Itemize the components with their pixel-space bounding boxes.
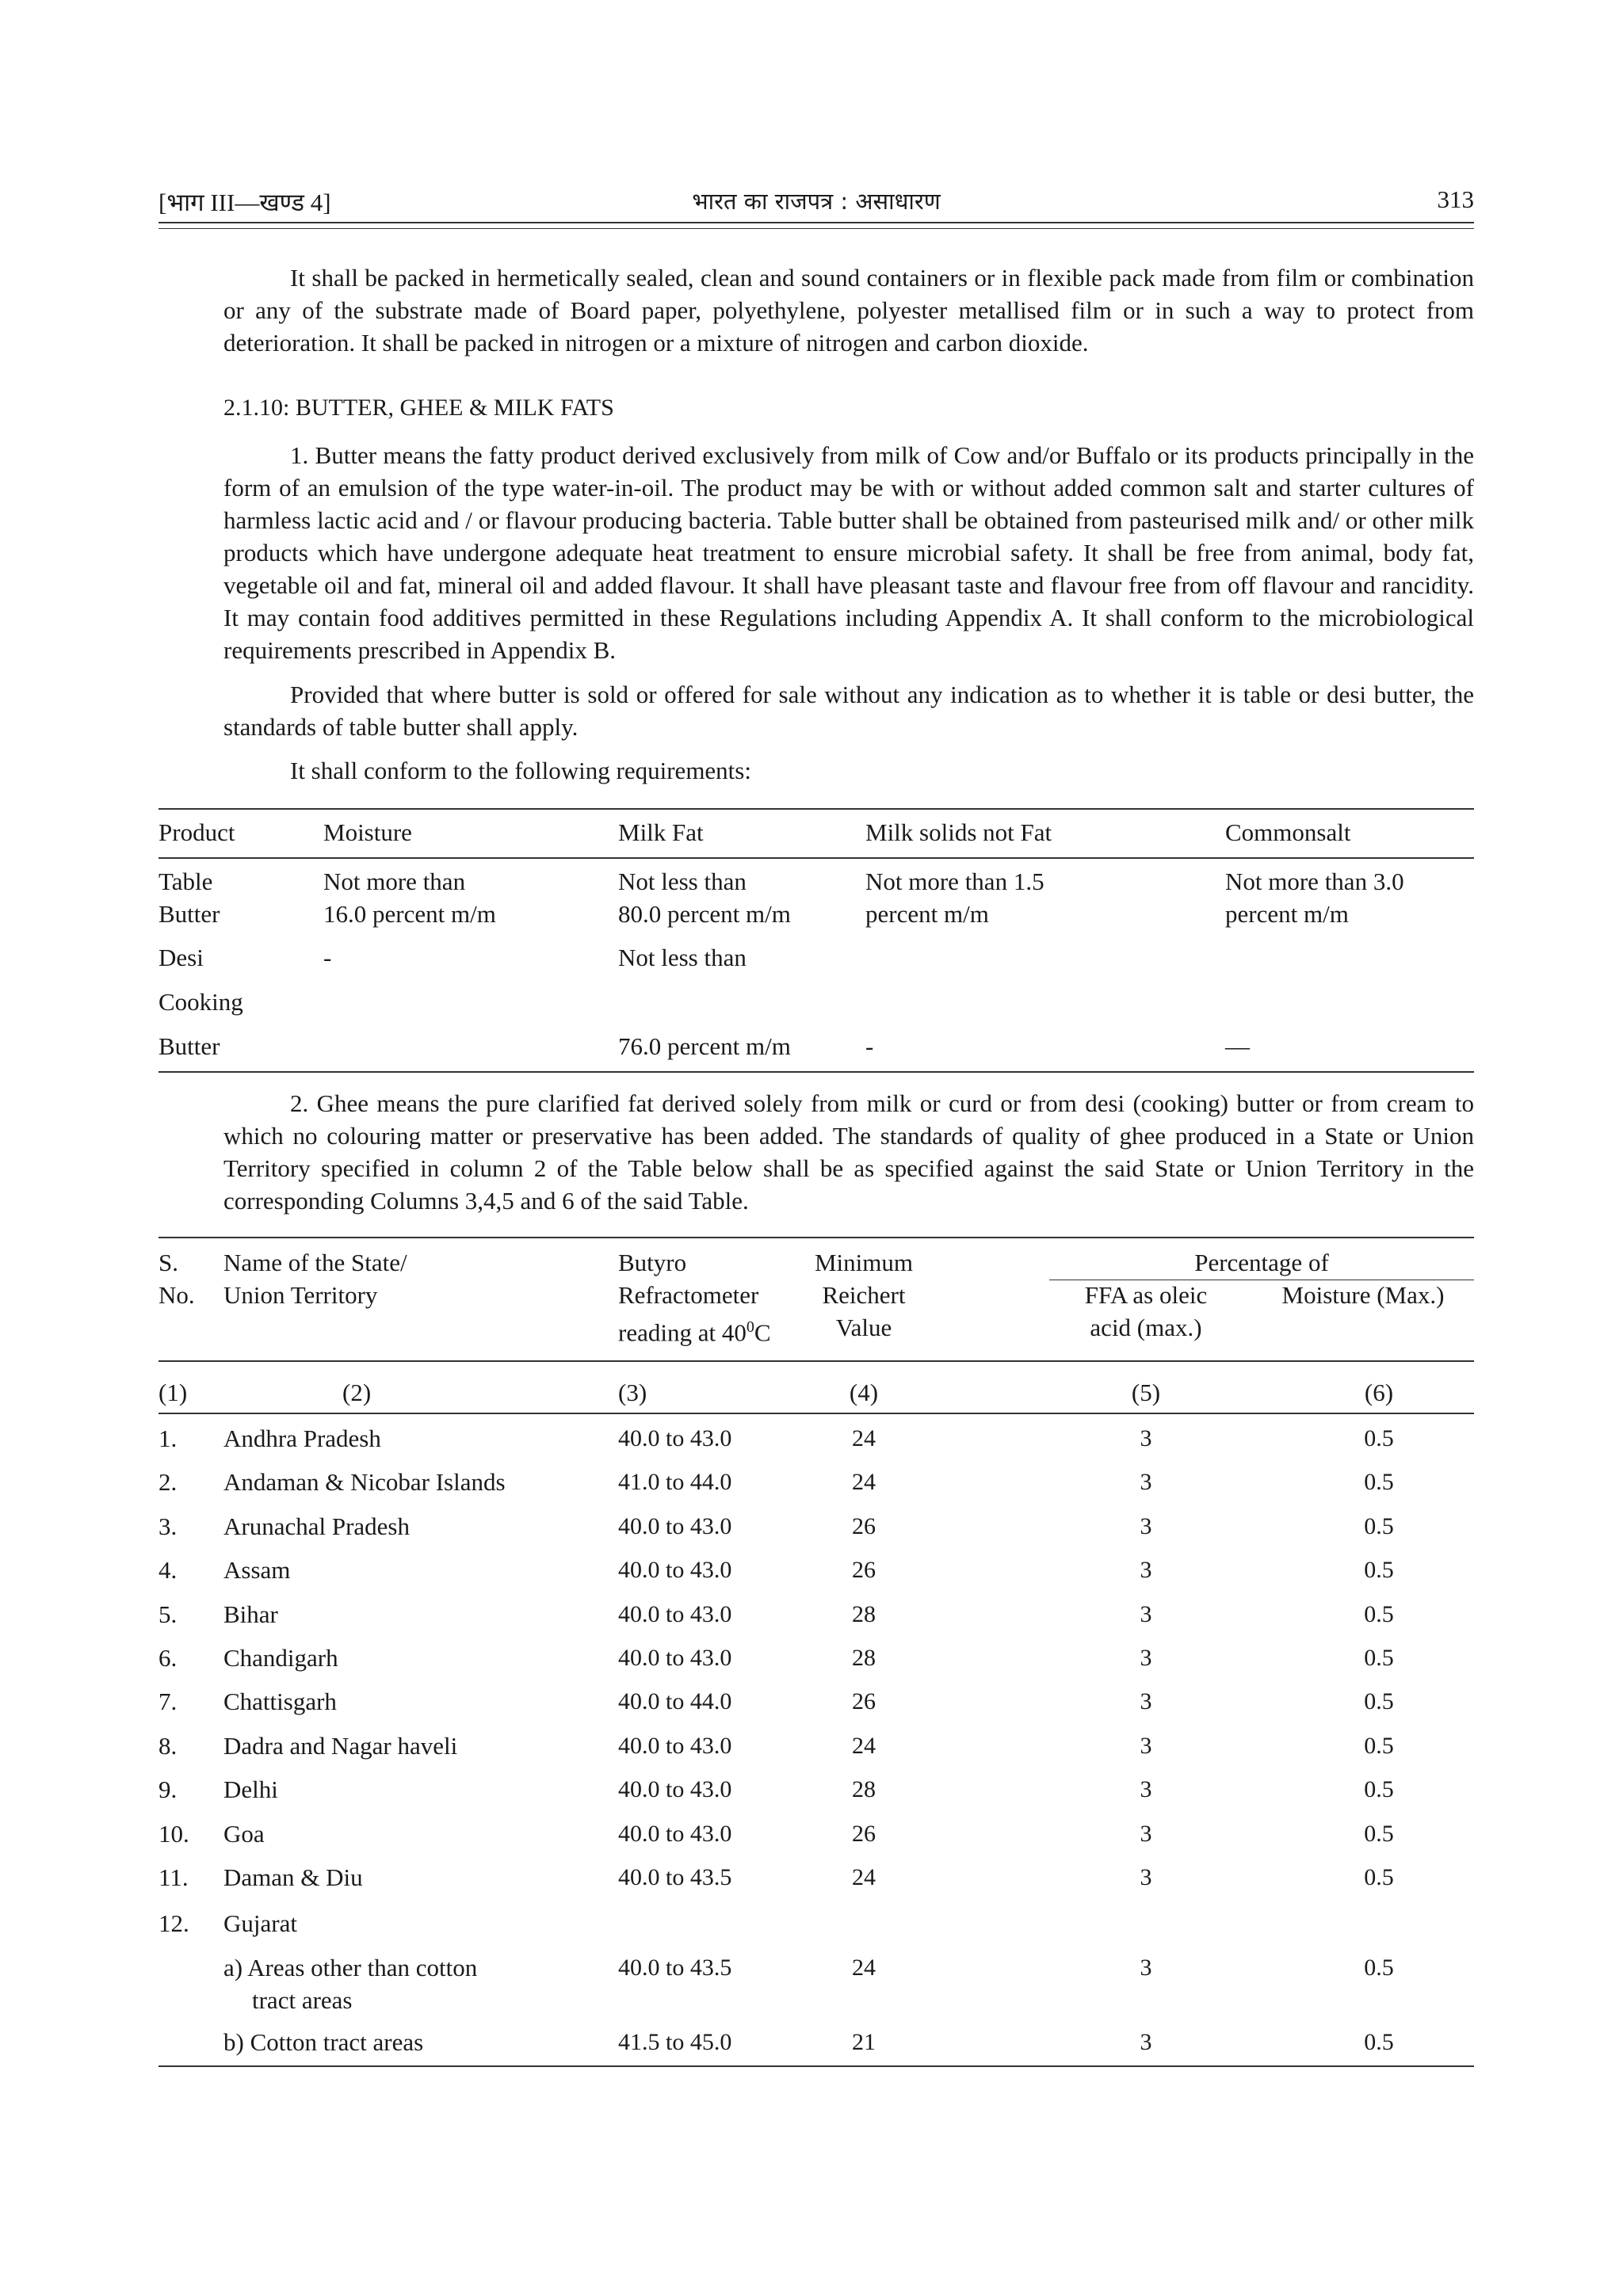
row-rv: 24: [852, 1425, 876, 1451]
table-rule: [158, 2065, 1474, 2067]
row-ffa: 3: [1140, 1688, 1152, 1714]
table-rule: [158, 1360, 1474, 1362]
page-number: 313: [1437, 185, 1474, 213]
column-header: Product: [158, 818, 235, 846]
row-br: 40.0 to 43.0: [618, 1425, 732, 1451]
row-moist: 0.5: [1364, 1425, 1394, 1451]
table-cell: Cooking: [158, 988, 243, 1016]
packing-paragraph: It shall be packed in hermetically sealed, clean and sound containers or in flexible pack made from film or combination or any of the substrate made of Board paper, polyethylene, polyester metallised film or in such a way to protect from deterioration. It shall be packed in nitrogen or a mixture of nitrogen and carbon dioxide.: [223, 264, 1474, 357]
row-br: 40.0 to 43.0: [618, 1601, 732, 1627]
row-rv: 26: [852, 1557, 876, 1583]
row-rv: 28: [852, 1776, 876, 1802]
row-moist: 0.5: [1364, 1776, 1394, 1802]
table-cell: -: [323, 944, 332, 971]
column-number: (1): [158, 1379, 188, 1406]
column-group-header: Percentage of: [1194, 1249, 1329, 1276]
table-cell: 16.0 percent m/m: [323, 900, 496, 928]
table-cell: percent m/m: [1225, 900, 1349, 928]
table-cell: percent m/m: [865, 900, 989, 928]
table-cell: Not less than: [618, 868, 747, 895]
row-rv: 24: [852, 1469, 876, 1495]
table-cell: Not more than 3.0: [1225, 868, 1404, 895]
table-cell: 80.0 percent m/m: [618, 900, 791, 928]
row-br: 40.0 to 43.5: [618, 1864, 732, 1890]
row-sno: 4.: [158, 1556, 178, 1584]
row-state: Andaman & Nicobar Islands: [223, 1468, 506, 1496]
row-state: Assam: [223, 1556, 291, 1584]
row-moist: 0.5: [1364, 1688, 1394, 1714]
row-ffa: 3: [1140, 1776, 1152, 1802]
page-header: [158, 185, 1474, 225]
table-cell: Not less than: [618, 944, 747, 971]
table-cell: -: [865, 1032, 874, 1060]
row-br: 40.0 to 43.0: [618, 1513, 732, 1539]
row-sno: 11.: [158, 1863, 189, 1891]
table-rule: [158, 808, 1474, 810]
row-moist: 0.5: [1364, 1645, 1394, 1671]
table-rule: [158, 1237, 1474, 1238]
row-state: Dadra and Nagar haveli: [223, 1732, 458, 1760]
row-state: Chattisgarh: [223, 1688, 337, 1715]
table-cell: Butter: [158, 1032, 220, 1060]
row-ffa: 3: [1140, 1821, 1152, 1847]
row-br: 41.5 to 45.0: [618, 2029, 732, 2055]
header-rule-top: [158, 222, 1474, 223]
row-state: Goa: [223, 1820, 265, 1848]
conform-line: It shall conform to the following requirements:: [290, 757, 751, 784]
row-br: 40.0 to 43.0: [618, 1733, 732, 1759]
column-header: Moisture: [323, 818, 412, 846]
column-header: Minimum: [814, 1249, 913, 1276]
row-moist: 0.5: [1364, 1821, 1394, 1847]
table-cell: Not more than: [323, 868, 466, 895]
table-rule: [158, 1413, 1474, 1414]
header-gazette-title: भारत का राजपत्र : असाधारण: [692, 188, 941, 215]
table-rule: [158, 857, 1474, 859]
row-moist: 0.5: [1364, 1601, 1394, 1627]
column-header: Butyro: [618, 1249, 687, 1276]
row-moist: 0.5: [1364, 1513, 1394, 1539]
row-rv: 21: [852, 2029, 876, 2055]
row-br: 40.0 to 43.0: [618, 1776, 732, 1802]
row-state: tract areas: [252, 1986, 353, 2014]
column-header: S.: [158, 1249, 178, 1276]
row-ffa: 3: [1140, 1601, 1152, 1627]
row-ffa: 3: [1140, 1645, 1152, 1671]
column-header: Milk Fat: [618, 818, 704, 846]
row-moist: 0.5: [1364, 1864, 1394, 1890]
row-rv: 26: [852, 1821, 876, 1847]
column-number: (5): [1131, 1379, 1161, 1406]
row-state: Daman & Diu: [223, 1863, 363, 1891]
row-sno: 3.: [158, 1512, 178, 1540]
row-br: 40.0 to 43.0: [618, 1821, 732, 1847]
row-state: Gujarat: [223, 1909, 297, 1937]
column-number: (6): [1364, 1379, 1394, 1406]
row-br: 40.0 to 43.0: [618, 1557, 732, 1583]
table-cell: Desi: [158, 944, 204, 971]
row-br: 41.0 to 44.0: [618, 1469, 732, 1495]
table-cell: Butter: [158, 900, 220, 928]
table-cell: Table: [158, 868, 213, 895]
row-br: 40.0 to 44.0: [618, 1688, 732, 1714]
row-ffa: 3: [1140, 2029, 1152, 2055]
row-rv: 28: [852, 1645, 876, 1671]
row-state: a) Areas other than cotton: [223, 1954, 478, 1981]
column-header: Union Territory: [223, 1281, 378, 1309]
column-header: Milk solids not Fat: [865, 818, 1052, 846]
row-state: Bihar: [223, 1600, 278, 1628]
column-number: (4): [849, 1379, 879, 1406]
column-header: Moisture (Max.): [1281, 1281, 1445, 1309]
butter-definition-paragraph: 1. Butter means the fatty product derived exclusively from milk of Cow and/or Buffalo or its products principally in the form of an emulsion of the type water-in-oil. The product may be with or without added common salt and starter cultures of harmless lactic acid and / or flavour producing bacteria. Table butter shall be obtained from pasteurised milk and/ or other milk products which have undergone adequate heat treatment to ensure microbial safety. It shall be free from animal, body fat, vegetable oil and fat, mineral oil and added flavour. It shall have pleasant taste and flavour free from off flavour and rancidity. It may contain food additives permitted in these Regulations including Appendix A. It shall conform to the microbiological requirements prescribed in Appendix B.: [223, 441, 1474, 664]
row-state: Delhi: [223, 1775, 278, 1803]
row-state: Arunachal Pradesh: [223, 1512, 410, 1540]
row-rv: 26: [852, 1688, 876, 1714]
row-state: Andhra Pradesh: [223, 1425, 381, 1452]
row-sno: 8.: [158, 1732, 178, 1760]
row-moist: 0.5: [1364, 1469, 1394, 1495]
row-sno: 9.: [158, 1775, 178, 1803]
table-cell: 76.0 percent m/m: [618, 1032, 791, 1060]
row-sno: 5.: [158, 1600, 178, 1628]
row-sno: 6.: [158, 1644, 178, 1672]
header-part-section: [भाग III—खण्ड 4]: [158, 189, 331, 216]
row-ffa: 3: [1140, 1425, 1152, 1451]
row-ffa: 3: [1140, 1864, 1152, 1890]
row-moist: 0.5: [1364, 2029, 1394, 2055]
row-rv: 24: [852, 1864, 876, 1890]
column-number: (3): [618, 1379, 647, 1406]
column-header: No.: [158, 1281, 195, 1309]
row-sno: 7.: [158, 1688, 178, 1715]
row-moist: 0.5: [1364, 1955, 1394, 1981]
row-rv: 24: [852, 1955, 876, 1981]
column-header: Value: [835, 1314, 892, 1341]
proviso-paragraph: Provided that where butter is sold or offered for sale without any indication as to whether it is table or desi butter, the standards of table butter shall apply.: [223, 681, 1474, 741]
row-br: 40.0 to 43.5: [618, 1955, 732, 1981]
table-cell: —: [1225, 1032, 1250, 1060]
column-header: Name of the State/: [223, 1249, 407, 1276]
column-header: acid (max.): [1090, 1314, 1202, 1341]
column-header: reading at $40^0C$: [618, 1318, 771, 1347]
row-ffa: 3: [1140, 1557, 1152, 1583]
row-ffa: 3: [1140, 1513, 1152, 1539]
row-rv: 24: [852, 1733, 876, 1759]
column-header: Reichert: [822, 1281, 906, 1309]
ghee-definition-paragraph: 2. Ghee means the pure clarified fat derived solely from milk or curd or from desi (cooking) butter or from cream to which no colouring matter or preservative has been added. The standards of quality of ghee produced in a State or Union Territory specified in column 2 of the Table below shall be as specified against the said State or Union Territory in the corresponding Columns 3,4,5 and 6 of the said Table.: [223, 1089, 1474, 1215]
row-sno: 10.: [158, 1820, 189, 1848]
row-moist: 0.5: [1364, 1733, 1394, 1759]
column-header: FFA as oleic: [1084, 1281, 1208, 1309]
row-sno: 1.: [158, 1425, 178, 1452]
row-state: Chandigarh: [223, 1644, 338, 1672]
row-ffa: 3: [1140, 1469, 1152, 1495]
column-header: Refractometer: [618, 1281, 759, 1309]
column-header: Commonsalt: [1225, 818, 1351, 846]
table-rule: [158, 1071, 1474, 1073]
row-moist: 0.5: [1364, 1557, 1394, 1583]
row-ffa: 3: [1140, 1955, 1152, 1981]
row-rv: 26: [852, 1513, 876, 1539]
row-sno: 12.: [158, 1909, 189, 1937]
table-cell: Not more than 1.5: [865, 868, 1044, 895]
column-number: (2): [342, 1379, 372, 1406]
section-heading: 2.1.10: BUTTER, GHEE & MILK FATS: [223, 395, 614, 421]
row-rv: 28: [852, 1601, 876, 1627]
header-rule-bottom: [158, 228, 1474, 229]
row-sno: 2.: [158, 1468, 178, 1496]
row-br: 40.0 to 43.0: [618, 1645, 732, 1671]
row-state: b) Cotton tract areas: [223, 2028, 424, 2056]
row-ffa: 3: [1140, 1733, 1152, 1759]
